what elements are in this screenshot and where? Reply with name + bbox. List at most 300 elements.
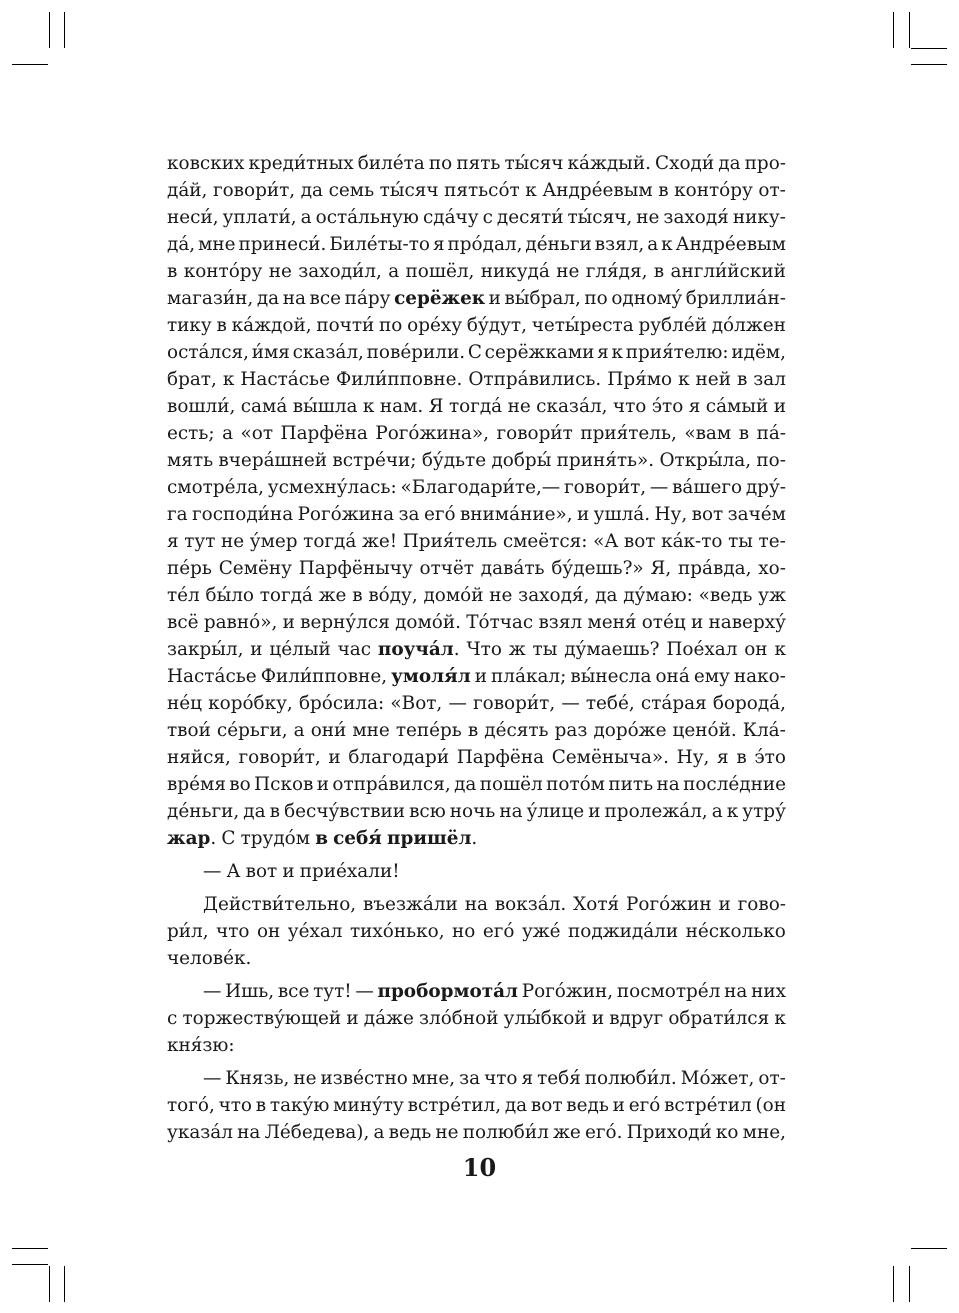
word: бро́сила: [298,693,385,714]
word: биле́та [357,153,425,174]
word: добры́ [491,450,552,471]
word: взял, [594,234,645,255]
word: на [282,288,306,309]
word: Рого́жин, [521,981,614,1002]
word: в [216,315,227,336]
crop-mark-top-right-horizontal-2 [911,48,947,49]
word: я [521,1068,534,1089]
word: мину́ту [333,1095,404,1116]
text-line [167,420,786,447]
word: серёжек [394,288,486,309]
word: тепе́рь [395,720,462,741]
word: в [269,801,280,822]
word: я [167,531,179,552]
word: да [243,801,266,822]
word: да [300,180,324,201]
word: во́ду, [368,585,418,606]
word: к [678,369,690,390]
word: мять [167,450,214,471]
word: указа́л [167,1122,233,1143]
word: да [256,288,280,309]
word: к [726,801,739,822]
word: не́ц [167,693,202,714]
word: «Вот, [390,693,443,714]
word: С [221,828,236,849]
word: же [553,1122,581,1143]
word: и [282,861,295,882]
text-line [167,393,786,420]
word: бу́дьте [421,450,487,471]
word: сказа́л, [292,342,364,363]
word: пришёл. [387,828,478,849]
word: за [459,1068,481,1089]
word: бесчу́вствии [284,801,405,822]
word: говори́т, [238,747,321,768]
word: всю [409,801,446,822]
word: Наста́сье [240,369,330,390]
word: цено́й. [672,720,737,741]
text-line [167,555,786,582]
word: Князь, [225,1068,290,1089]
word: гля́дя, [585,261,648,282]
word: тихо́нько, [349,921,445,942]
word: — [203,861,222,882]
word: да́, [167,234,196,255]
word: его́ [423,504,456,525]
word: в [658,180,669,201]
word: про- [744,153,786,174]
word: «вам [684,423,732,444]
crop-mark-bottom-right-horizontal [911,1248,947,1249]
word: заче́м [727,504,786,525]
word: они́ [310,720,347,741]
word: домо́й. [395,612,461,633]
word: пе́рь [167,558,212,579]
word: э́то [651,396,684,417]
word: Я, [650,558,672,579]
text-line [167,231,786,258]
word: ночь [449,801,496,822]
word: от- [758,180,786,201]
word: мне, [742,1122,786,1143]
word: э́то [754,747,786,768]
text-line [167,258,786,285]
word: прия́тель, [580,423,677,444]
word: ты́сяч [504,153,564,174]
text-line [167,771,786,798]
word: ста́рая [640,693,707,714]
word: ты [532,639,558,660]
text-line [167,744,786,771]
word: взял [538,612,583,633]
crop-mark-bottom-left-horizontal [12,1248,48,1249]
text-line [167,978,786,1005]
word: меня́ [587,612,637,633]
word: жар. [167,828,217,849]
word: вот [245,861,278,882]
word: я [688,396,701,417]
word: дру́- [745,477,786,498]
word: Мо́жет, [680,1068,755,1089]
word: да [595,585,618,606]
word: Рого́жина», [375,423,489,444]
crop-mark-top-right-horizontal [911,64,947,65]
word: не [636,207,660,228]
word: Псков [254,774,314,795]
word: тогда́ [259,585,313,606]
crop-mark-bottom-left-vertical-outer [49,1266,50,1302]
word: а [388,261,400,282]
text-line [167,1119,786,1146]
word: его́ [628,1095,661,1116]
word: Биле́ты-то [329,234,430,255]
word: же [318,585,347,606]
word: не́сколько [685,921,786,942]
word: не [293,1068,317,1089]
word: Парфёнычу [298,558,413,579]
word: Наста́сье [167,666,257,687]
word: отчёт [419,558,474,579]
word: пове́рили. [366,342,466,363]
text-line [167,501,786,528]
word: приня́ть». [556,450,655,471]
text-line [167,177,786,204]
body-text [167,150,786,1146]
word: То́тчас [466,612,534,633]
word: от- [758,1068,786,1089]
word: «от [240,423,274,444]
word: говори́т, [563,477,647,498]
word: уже́ [521,921,561,942]
word: и [588,801,601,822]
word: смеётся: [502,531,588,552]
word: зло́бной [419,1008,499,1029]
word: полюби́л [462,1122,549,1143]
word: я [717,747,729,768]
word: да [718,153,741,174]
text-line [167,366,786,393]
word: и [328,747,341,768]
word: Андре́евым [542,180,653,201]
word: — [448,693,467,714]
text-line [167,690,786,717]
word: пятьсо́т [444,180,520,201]
word: в [736,747,747,768]
word: Андре́евым [675,234,786,255]
word: па́- [756,423,786,444]
crop-mark-top-left-horizontal [12,64,48,65]
word: них [751,981,786,1002]
word: Ну, [654,504,688,525]
word: серёжками [484,342,595,363]
word: твои́ [167,720,211,741]
word: тебе́, [585,693,635,714]
word: Приходи́ [626,1122,712,1143]
word: по [428,153,453,174]
word: Ишь, [225,981,275,1002]
word: на [724,981,748,1002]
word: в [255,1095,267,1116]
word: торжеству́ющей [182,1008,342,1029]
word: таку́ю [269,1095,330,1116]
word: — [649,477,669,498]
word: на [656,774,680,795]
word: улы́бкой [503,1008,587,1029]
word: де́ньги [525,234,592,255]
word: к [525,180,537,201]
text-line [167,339,786,366]
word: всё [167,612,199,633]
word: полюби́л. [584,1068,677,1089]
word: ковских [167,153,245,174]
word: дава́ть [480,558,545,579]
word: пробормота́л [377,981,518,1002]
word: вы́брал, [504,288,581,309]
word: те- [758,531,786,552]
word: сама́ [240,396,288,417]
word: тогда́ [303,531,357,552]
crop-mark-top-left-vertical-inner [64,12,65,48]
word: тику [167,315,212,336]
word: но [452,921,476,942]
word: а [373,1122,385,1143]
word: трудо́м [240,828,311,849]
word: пра́вда, [677,558,752,579]
text-line [167,825,786,852]
word: он [256,921,281,942]
word: внима́ние», [459,504,573,525]
word: га [167,504,188,525]
word: я [432,234,445,255]
word: десяти́ [496,207,564,228]
word: у́мер [249,531,298,552]
word: все [309,288,342,309]
word: семь [328,180,375,201]
word: «Благодари́те,— [400,477,561,498]
word: ду́маю: [623,585,693,606]
word: заходя́, [518,585,590,606]
word: и [690,612,704,633]
word: мне, [411,1068,456,1089]
crop-mark-bottom-right-vertical-outer [909,1266,910,1302]
word: благодари́ [348,747,450,768]
word: равно́», [203,612,278,633]
word: Фили́пповне. [335,369,463,390]
word: к [611,342,624,363]
word: себя́ [333,828,382,849]
text-line [167,528,786,555]
word: вошли́, [167,396,236,417]
word: челове́к. [167,948,252,969]
word: ты [728,531,753,552]
word: и́мя [251,342,290,363]
word: те́л [167,585,200,606]
word: хо- [758,558,786,579]
word: за [398,504,420,525]
word: на [464,894,488,915]
text-line [167,1065,786,1092]
word: говори́т, [212,180,296,201]
word: Прия́тель [402,531,498,552]
word: кня́зю: [167,1035,235,1056]
word: брат, [167,369,217,390]
word: в [736,369,748,390]
word: к [661,234,673,255]
text-line [167,582,786,609]
crop-mark-top-right-vertical-outer [909,12,910,48]
word: тут [184,531,216,552]
word: поджида́ли [568,921,679,942]
word: и [250,639,263,660]
word: Ну, [676,747,710,768]
word: пить [608,774,654,795]
word: прия́телю: [625,342,729,363]
word: встре́чи; [332,450,417,471]
word: неси́, [167,207,219,228]
word: заходи́л, [298,261,382,282]
word: да [504,1095,528,1116]
word: (он [755,1095,786,1116]
word: пошёл, [405,261,475,282]
word: про́дал, [447,234,523,255]
word: оте́ц [641,612,686,633]
word: оста́лся, [167,342,249,363]
text-line [167,474,786,501]
word: и [591,1008,605,1029]
word: на [237,1122,261,1143]
word: Откры́ла, [659,450,752,471]
word: в [738,423,750,444]
crop-mark-bottom-left-vertical-inner [64,1266,65,1302]
word: принеси́. [238,234,327,255]
word: час [337,639,372,660]
word: у́лице [526,801,585,822]
word: оста́льную [315,207,419,228]
word: де́ньги, [167,801,240,822]
word: борода́, [712,693,786,714]
word: говори́т, [472,693,556,714]
word: Парфёна [280,423,368,444]
word: умоля́л [391,666,471,687]
word: встре́тил, [407,1095,502,1116]
word: никуда́ [480,261,550,282]
word: вдруг [609,1008,664,1029]
word: в [467,720,479,741]
text-line [167,636,786,663]
word: усмехну́лась: [267,477,397,498]
word: а [711,801,723,822]
text-line [167,891,786,918]
word: да [454,774,477,795]
word: а [300,207,312,228]
word: креди́тных [248,153,354,174]
word: говори́т [496,423,573,444]
word: ж [508,639,526,660]
word: ему [693,666,730,687]
word: ка́ждой, [231,315,312,336]
word: Пое́хал [666,639,738,660]
word: до́лжен [711,315,786,336]
word: наверху́ [708,612,786,633]
word: изве́стно [320,1068,408,1089]
word: са́мый [705,396,769,417]
word: и [718,894,731,915]
word: его́. [585,1122,623,1143]
word: пла́кал; [491,666,567,687]
word: пошёл [479,774,543,795]
word: рубле́й [638,315,707,336]
word: да́й, [167,180,208,201]
word: домо́й [423,585,484,606]
crop-mark-top-right-vertical-inner [893,12,894,48]
text-line [167,1092,786,1119]
word: Фили́пповне, [260,666,388,687]
text-line [167,204,786,231]
text-line [167,798,786,825]
word: бу́дут, [466,315,527,336]
word: и [346,1008,359,1029]
word: не [268,261,292,282]
word: он [744,639,768,660]
word: по- [756,450,786,471]
word: она́ [655,666,690,687]
word: ду́маешь? [564,639,660,660]
word: верну́лся [300,612,390,633]
word: посмотре́л [616,981,721,1002]
text-line [167,447,786,474]
word: того́, [167,1095,215,1116]
word: почти́ [316,315,375,336]
word: магази́н, [167,288,254,309]
word: ка́к-то [661,531,723,552]
word: что [612,396,647,417]
word: не [507,396,531,417]
text-line [167,609,786,636]
word: я [597,342,609,363]
word: с [482,207,493,228]
word: Действи́тельно, [203,894,357,915]
word: Семёну [218,558,292,579]
word: — [203,981,222,1002]
word: и [773,396,786,417]
word: не [435,1122,459,1143]
word: конто́ру [674,180,753,201]
word: вы́несла [570,666,652,687]
text-line [167,150,786,177]
word: тут! [313,981,352,1002]
word: вот [530,1095,563,1116]
word: тебя́ [537,1068,581,1089]
word: С [467,342,482,363]
word: Рого́жина [297,504,395,525]
text-line [167,285,786,312]
word: няйся, [167,747,231,768]
word: по [379,315,403,336]
word: на [499,801,523,822]
word: ты́сяч, [567,207,633,228]
word: все [277,981,310,1002]
word: Кла́- [742,720,786,741]
word: па́ру [344,288,391,309]
word: идём, [731,342,786,363]
word: ри́л, [167,921,209,942]
word: отпра́вился, [332,774,451,795]
word: к [774,639,786,660]
word: заходя́ [663,207,729,228]
word: есть; [167,423,215,444]
word: уплати́, [222,207,297,228]
word: уж [758,585,786,606]
